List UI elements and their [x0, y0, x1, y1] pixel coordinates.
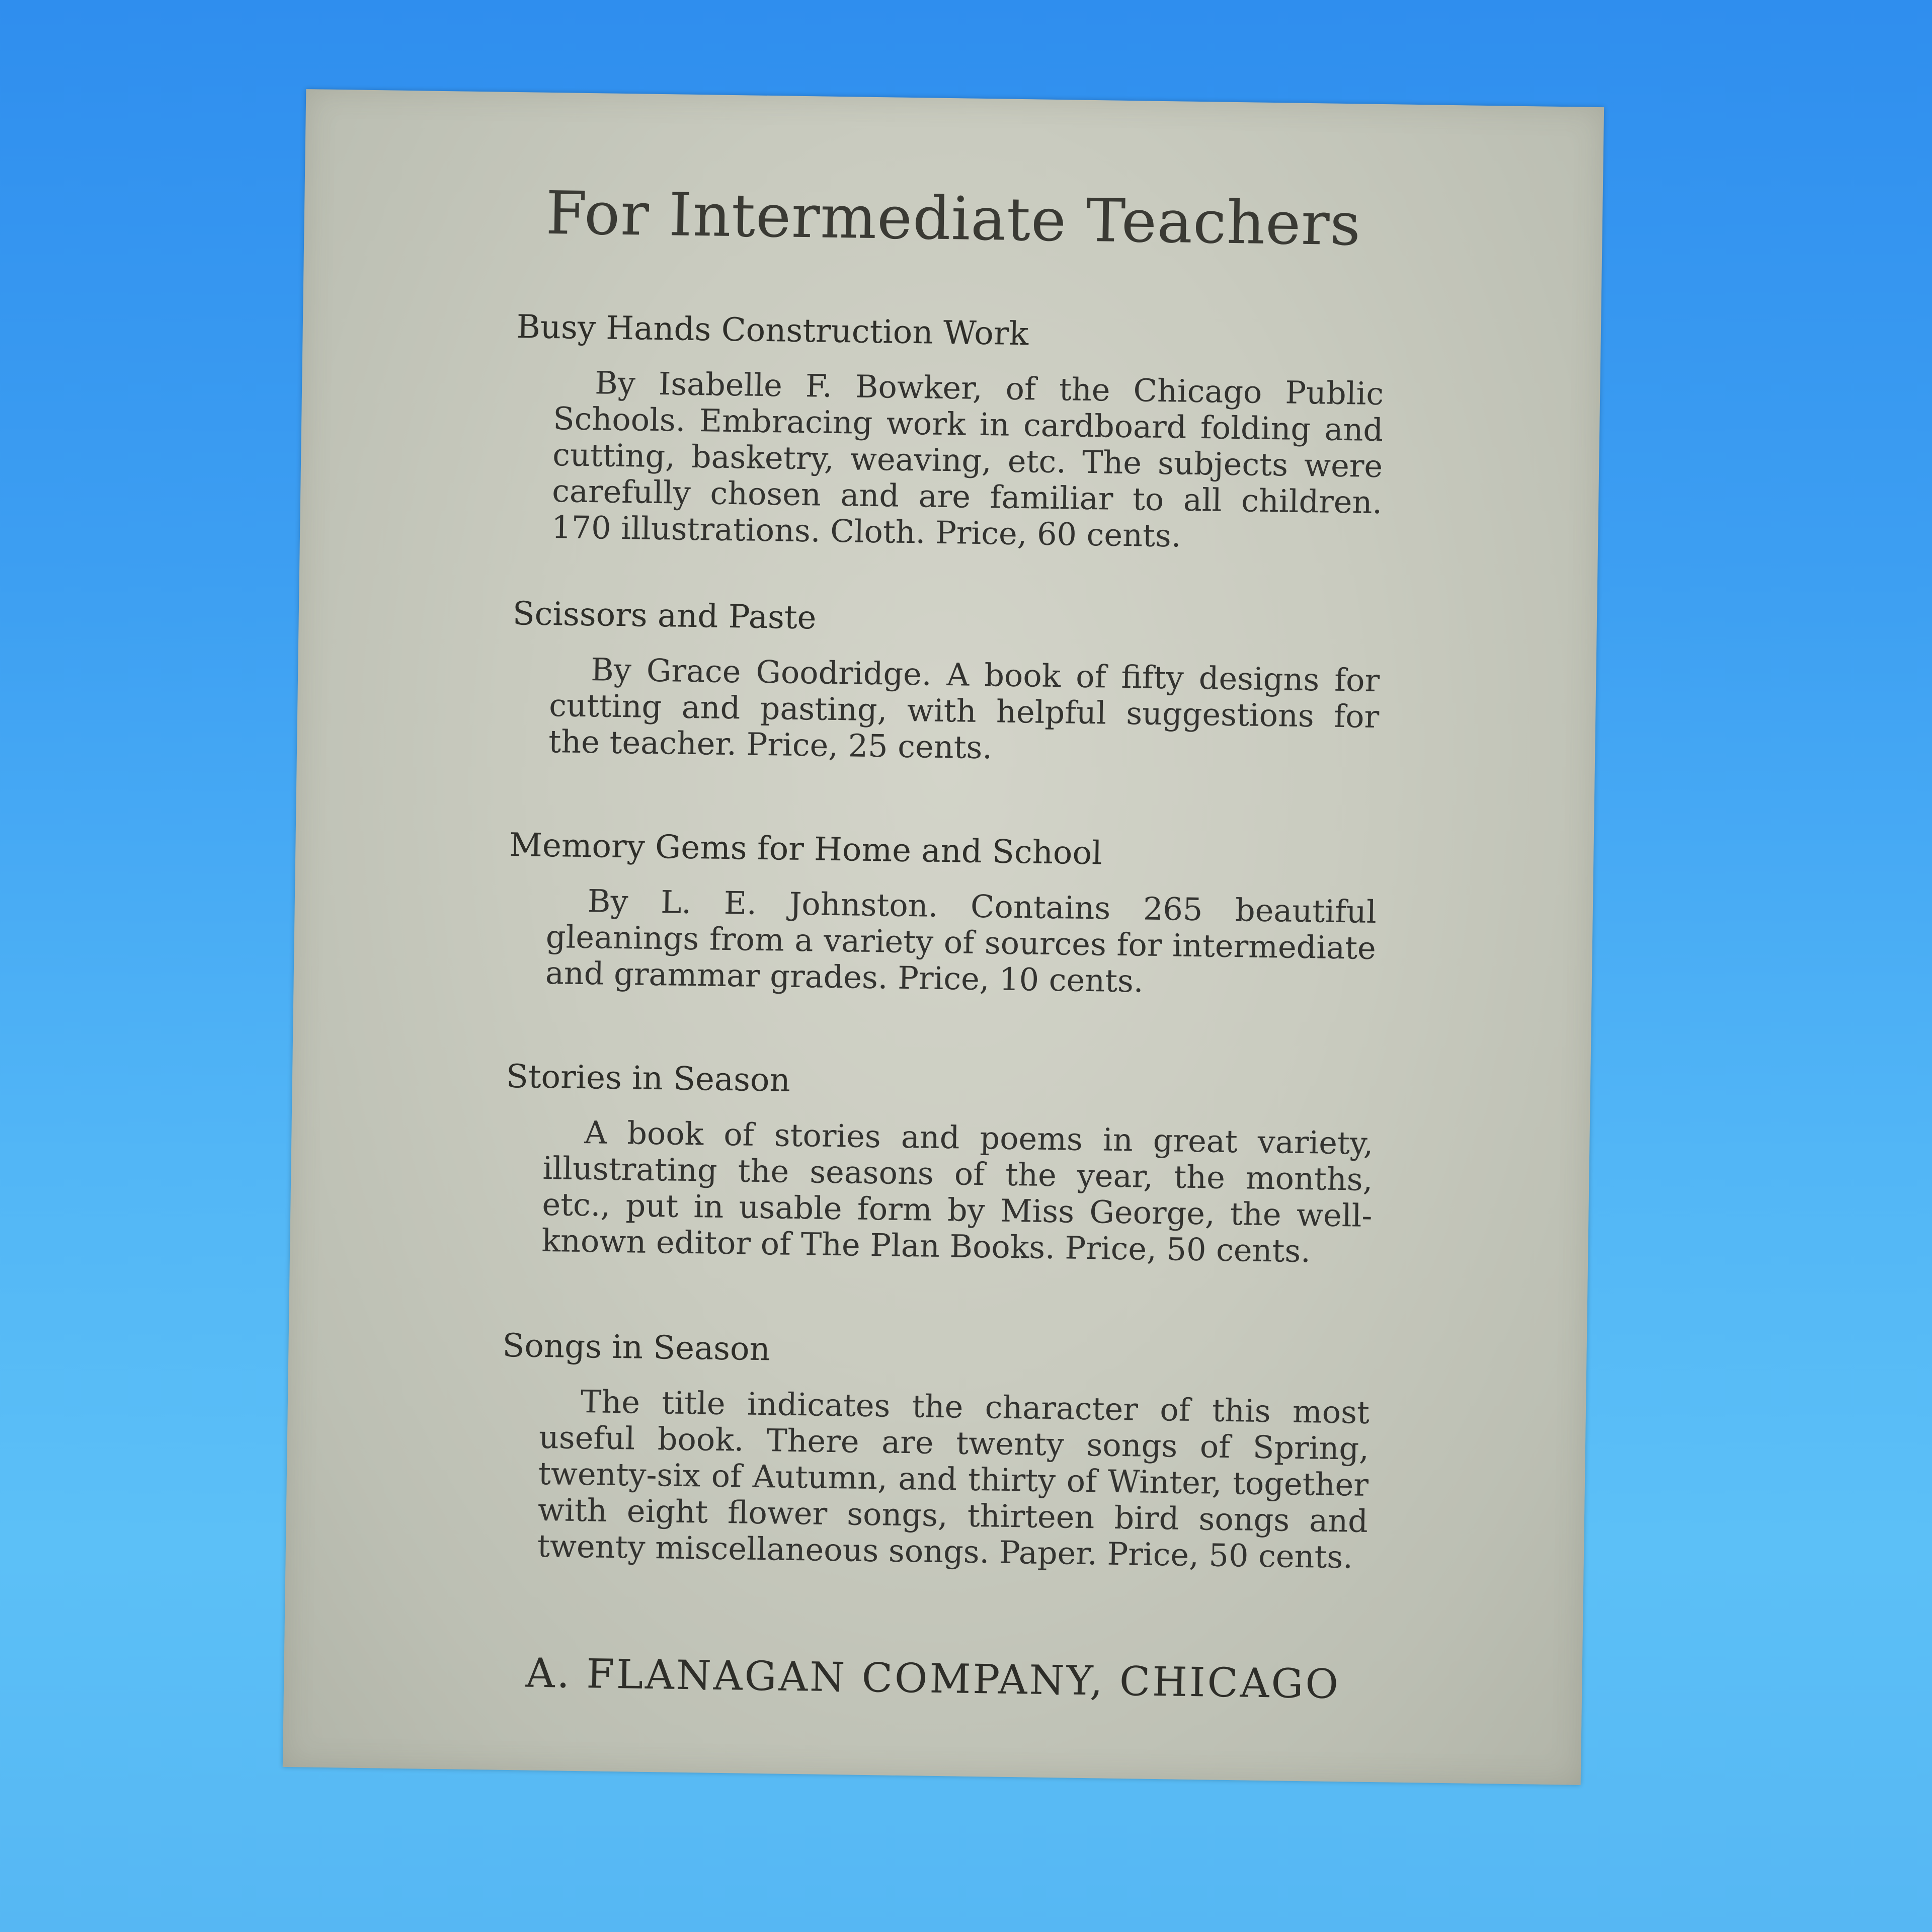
publisher-imprint: A. FLANAGAN COMPANY, CHICAGO	[525, 1649, 1341, 1708]
entry-text-stories-season: A book of stories and poems in great variety, illustrating the seasons of the year, the months, etc., put in usable form by Miss George, the well-known editor of The Plan Books. Price, 50 cents.	[541, 1114, 1374, 1270]
entry-body-scissors-paste	[548, 651, 1380, 771]
entry-body-songs-season	[537, 1383, 1370, 1576]
entry-body-stories-season	[541, 1114, 1374, 1270]
entry-heading-memory-gems: Memory Gems for Home and School	[509, 826, 1102, 872]
entry-heading-scissors-paste: Scissors and Paste	[512, 595, 817, 637]
entry-text-scissors-paste: By Grace Goodridge. A book of fifty designs for cutting and pasting, with helpful suggestions for the teacher. Price, 25 cents.	[548, 651, 1380, 766]
entry-text-songs-season: The title indicates the character of this most useful book. There are twenty songs of Spring, twenty-six of Autumn, and thirty of Winter, together with eight flower songs, thirteen bird songs and twenty miscellaneous songs. Paper. Price, 50 cents.	[537, 1383, 1370, 1576]
book-back-cover	[283, 89, 1604, 1785]
entry-body-memory-gems	[545, 882, 1377, 1003]
entry-text-busy-hands: By Isabelle F. Bowker, of the Chicago Public Schools. Embracing work in cardboard folding and cutting, basketry, weaving, etc. The subjects were carefully chosen and are familiar to all children. 170 illustrations. Cloth. Price, 60 cents.	[551, 364, 1384, 554]
entry-heading-busy-hands: Busy Hands Construction Work	[516, 308, 1029, 353]
entry-heading-stories-season: Stories in Season	[506, 1058, 791, 1099]
entry-text-memory-gems: By L. E. Johnston. Contains 265 beautiful gleanings from a variety of sources for intermediate and grammar grades. Price, 10 cents.	[545, 882, 1377, 1000]
entry-body-busy-hands	[551, 364, 1384, 557]
page-title: For Intermediate Teachers	[545, 178, 1362, 259]
entry-heading-songs-season: Songs in Season	[502, 1327, 771, 1369]
